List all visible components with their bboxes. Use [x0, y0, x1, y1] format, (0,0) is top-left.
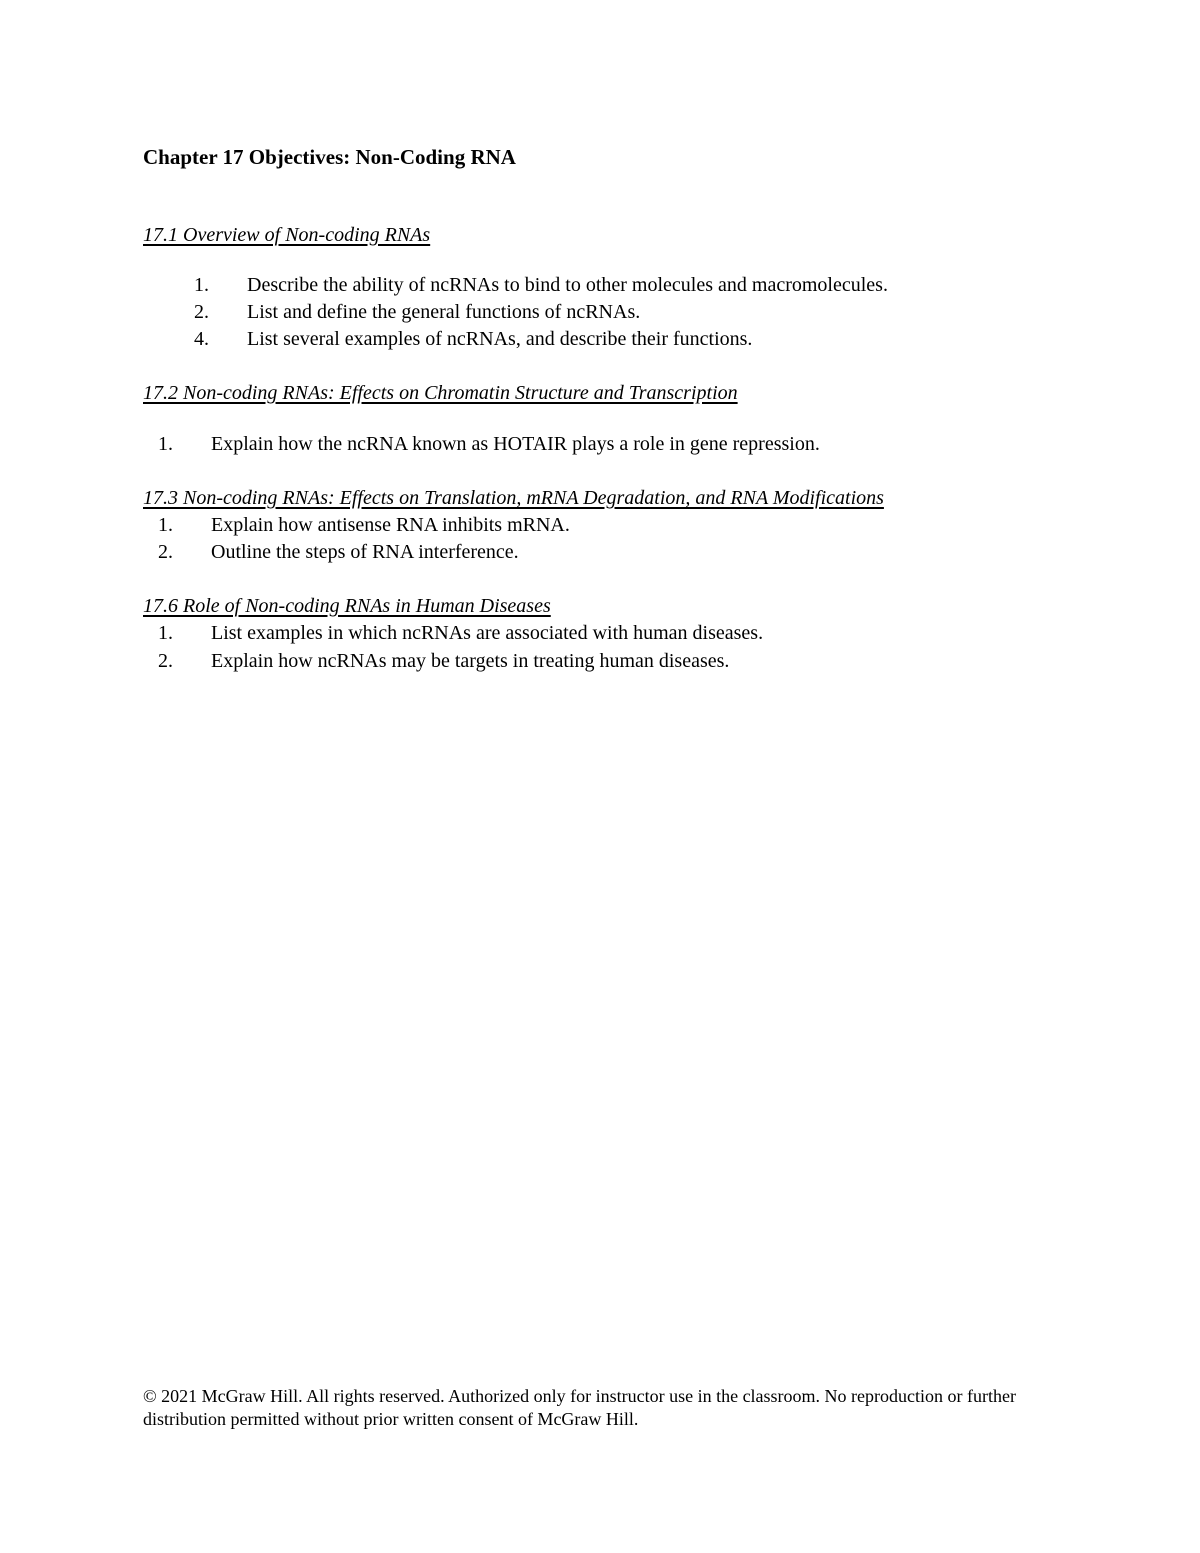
- list-item-text: Explain how ncRNAs may be targets in treating human diseases.: [211, 650, 730, 672]
- section-heading-17-3: 17.3 Non-coding RNAs: Effects on Translation, mRNA Degradation, and RNA Modifications: [143, 487, 884, 509]
- section-heading-17-1: 17.1 Overview of Non-coding RNAs: [143, 224, 431, 246]
- list-item-number: 2.: [158, 650, 173, 672]
- list-item-number: 1.: [158, 514, 173, 536]
- list-item-text: List examples in which ncRNAs are associated with human diseases.: [211, 622, 764, 644]
- copyright-footer: © 2021 McGraw Hill. All rights reserved. Authorized only for instructor use in the classroom. No reproduction or further distribution permitted without prior written consent of McGraw Hill.: [143, 1386, 1016, 1429]
- page-title: Chapter 17 Objectives: Non-Coding RNA: [143, 145, 516, 169]
- list-item-number: 2.: [194, 301, 209, 323]
- list-item-number: 1.: [158, 622, 173, 644]
- list-item-text: Explain how antisense RNA inhibits mRNA.: [211, 514, 570, 536]
- section-heading-17-2: 17.2 Non-coding RNAs: Effects on Chromatin Structure and Transcription: [143, 382, 738, 404]
- list-item-number: 1.: [158, 433, 173, 455]
- list-item-text: Describe the ability of ncRNAs to bind to other molecules and macromolecules.: [247, 274, 888, 296]
- section-heading-17-6: 17.6 Role of Non-coding RNAs in Human Diseases: [143, 595, 551, 617]
- list-item-text: List and define the general functions of ncRNAs.: [247, 301, 641, 323]
- list-item-number: 4.: [194, 328, 209, 350]
- list-item-text: Outline the steps of RNA interference.: [211, 541, 519, 563]
- list-item-number: 1.: [194, 274, 209, 296]
- list-item-text: Explain how the ncRNA known as HOTAIR plays a role in gene repression.: [211, 433, 820, 455]
- list-item-number: 2.: [158, 541, 173, 563]
- list-item-text: List several examples of ncRNAs, and describe their functions.: [247, 328, 753, 350]
